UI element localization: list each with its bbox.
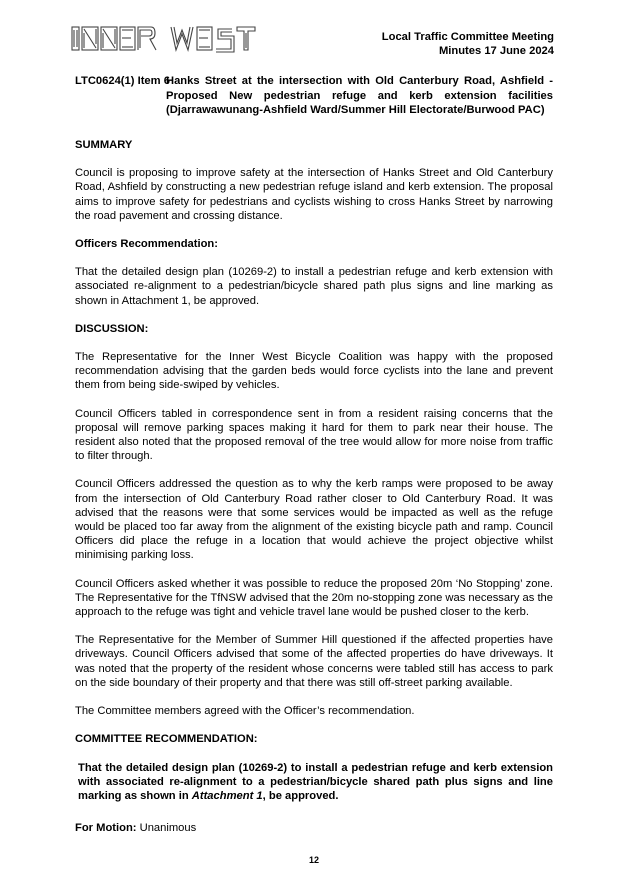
summary-text: Council is proposing to improve safety at the intersection of Hanks Street and Old Canterbury Road, Ashfield by constructing a new pedestrian refuge island and kerb extension. The proposal aims to improve safety for pedestrians and cyclists wishing to cross Hanks Street by narrowing the road pavement and crossing distance. <box>75 167 553 222</box>
motion-result <box>75 821 553 835</box>
meeting-date: Minutes 17 June 2024 <box>438 45 554 57</box>
committee-recommendation-text <box>75 761 553 804</box>
meeting-header <box>382 30 554 58</box>
discussion-paragraph: The Representative for the Member of Summer Hill questioned if the affected properties have driveways. Council Officers advised that some of the affected properties do have driveways. It was noted that the property of the resident whose concerns were tabled still has access to park on the side boundary of their property and that there was still off-street parking available. <box>75 634 553 689</box>
attachment-reference: Attachment 1 <box>191 789 263 802</box>
discussion-paragraph: The Committee members agreed with the Officer’s recommendation. <box>75 705 415 718</box>
summary-heading: SUMMARY <box>75 139 133 151</box>
committee-text-after: , be approved. <box>262 789 339 802</box>
discussion-paragraph: The Representative for the Inner West Bicycle Coalition was happy with the proposed recommendation advising that the garden beds would force cyclists into the lane and prevent them from being side-swiped by vehicles. <box>75 351 553 392</box>
committee-recommendation-heading: COMMITTEE RECOMMENDATION: <box>75 733 258 746</box>
item-reference: LTC0624(1) Item 6 <box>75 75 170 87</box>
discussion-paragraph: Council Officers addressed the question as to why the kerb ramps were proposed to be away from the intersection of Old Canterbury Road rather closer to Old Canterbury Road. It was advised that the reasons were that some services would be impacted as well as the refuge would be placed too far away from the alignment of the existing bicycle path and ramp. Council Officers did place the refuge in a location that would achieve the project objective whilst minimising parking loss. <box>75 478 553 562</box>
committee-text-before: That the detailed design plan (10269-2) to install a pedestrian refuge and kerb extension with associated re-alignment to a pedestrian/bicycle shared path plus signs and line marking as shown in <box>78 761 553 802</box>
item-heading <box>75 74 553 118</box>
meeting-title: Local Traffic Committee Meeting <box>381 31 554 43</box>
item-title: Hanks Street at the intersection with Old Canterbury Road, Ashfield - Proposed New pedestrian refuge and kerb extension facilities (Djarrawawunang-Ashfield Ward/Summer Hill Electorate/Burwood PAC) <box>166 75 553 117</box>
motion-label: For Motion: <box>75 822 137 835</box>
officers-recommendation-text: That the detailed design plan (10269-2) to install a pedestrian refuge and kerb extension with associated re-alignment to a pedestrian/bicycle shared path plus signs and line marking as shown in Attachment 1, be approved. <box>75 266 553 307</box>
document-body <box>75 138 553 849</box>
motion-value: Unanimous <box>136 822 197 835</box>
page-number: 12 <box>308 855 319 865</box>
discussion-paragraph: Council Officers tabled in correspondence sent in from a resident raising concerns that the proposal will remove parking spaces making it hard for them to park near their house. The resident also noted that the proposed removal of the tree would allow for more noise from traffic to filter through. <box>75 407 553 463</box>
inner-west-logo <box>71 24 271 54</box>
officers-recommendation-heading: Officers Recommendation: <box>75 238 218 251</box>
discussion-heading: DISCUSSION: <box>75 322 149 335</box>
discussion-paragraph: Council Officers asked whether it was possible to reduce the proposed 20m ‘No Stopping’ zone. The Representative for the TfNSW advised that the 20m no-stopping zone was necessary as the approach to the refuge was tight and vehicle travel lane would be pushed closer to the kerb. <box>75 577 554 619</box>
